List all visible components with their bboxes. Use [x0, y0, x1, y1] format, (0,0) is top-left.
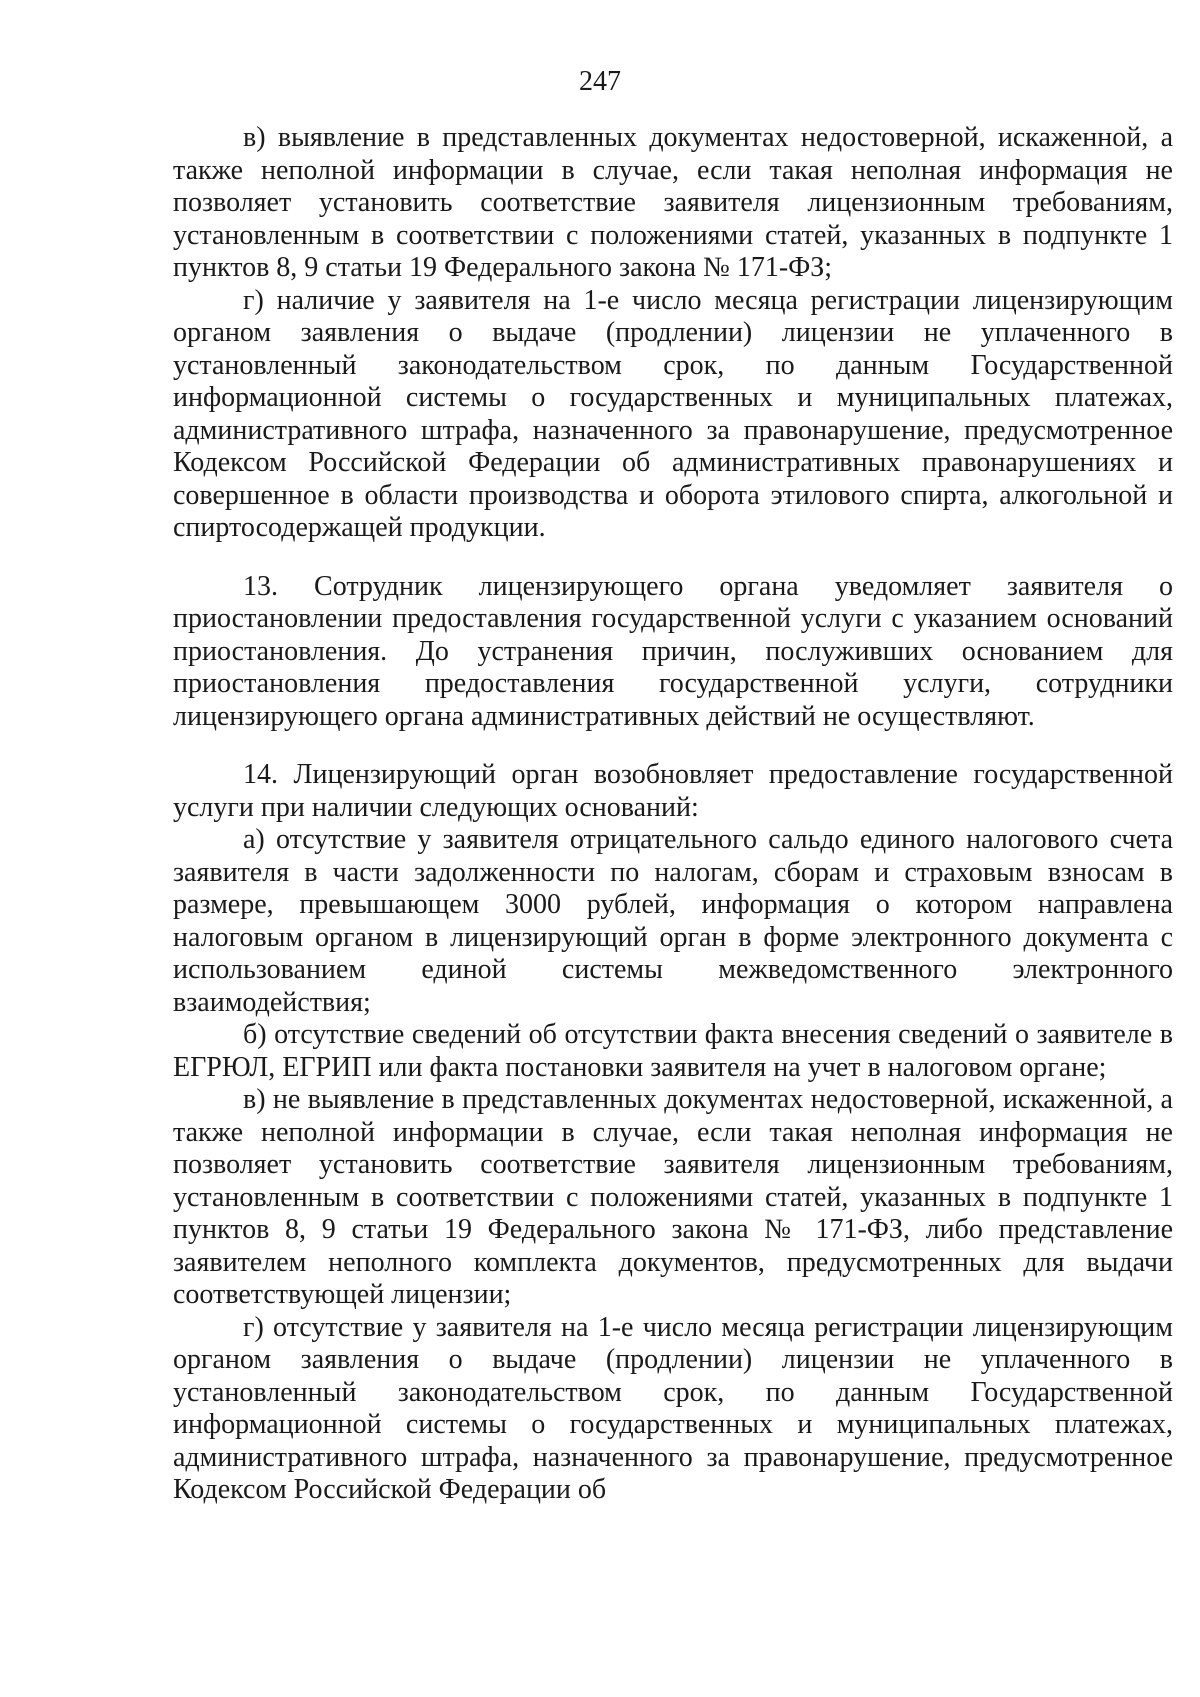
- paragraph-14: 14. Лицензирующий орган возобновляет предоставление государственной услуги при наличии следующих оснований:: [173, 759, 1173, 823]
- paragraph-13: 13. Сотрудник лицензирующего органа уведомляет заявителя о приостановлении предоставления государственной услуги с указанием оснований приостановления. До устранения причин, послуживших основанием для приостановления предоставления государственной услуги, сотрудники лицензирующего органа административных действий не осуществляют.: [173, 570, 1173, 732]
- paragraph-14-item-v: в) не выявление в представленных документах недостоверной, искаженной, а также неполной информации в случае, если такая неполная информация не позволяет установить соответствие заявителя лицензионным требованиям, установленным в соответствии с положениями статей, указанных в подпункте 1 пунктов 8, 9 статьи 19 Федерального закона № 171-ФЗ, либо представление заявителем неполного комплекта документов, предусмотренных для выдачи соответствующей лицензии;: [173, 1084, 1173, 1310]
- page-number: 247: [579, 66, 621, 97]
- document-body: [173, 122, 1173, 1507]
- paragraph-item-g: г) наличие у заявителя на 1-е число месяца регистрации лицензирующим органом заявления о выдаче (продлении) лицензии не уплаченного в установленный законодательством срок, по данным Государственной информационной системы о государственных и муниципальных платежах, административного штрафа, назначенного за правонарушение, предусмотренное Кодексом Российской Федерации об административных правонарушениях и совершенное в области производства и оборота этилового спирта, алкогольной и спиртосодержащей продукции.: [173, 284, 1173, 543]
- paragraph-14-item-a: а) отсутствие у заявителя отрицательного сальдо единого налогового счета заявителя в части задолженности по налогам, сборам и страховым взносам в размере, превышающем 3000 рублей, информация о котором направлена налоговым органом в лицензирующий орган в форме электронного документа с использованием единой системы межведомственного электронного взаимодействия;: [173, 824, 1173, 1018]
- paragraph-14-item-g: г) отсутствие у заявителя на 1-е число месяца регистрации лицензирующим органом заявления о выдаче (продлении) лицензии не уплаченного в установленный законодательством срок, по данным Государственной информационной системы о государственных и муниципальных платежах, административного штрафа, назначенного за правонарушение, предусмотренное Кодексом Российской Федерации об: [173, 1311, 1173, 1505]
- paragraph-item-v: в) выявление в представленных документах недостоверной, искаженной, а также неполной информации в случае, если такая неполная информация не позволяет установить соответствие заявителя лицензионным требованиям, установленным в соответствии с положениями статей, указанных в подпункте 1 пунктов 8, 9 статьи 19 Федерального закона № 171-ФЗ;: [173, 122, 1173, 283]
- paragraph-14-item-b: б) отсутствие сведений об отсутствии факта внесения сведений о заявителе в ЕГРЮЛ, ЕГРИП или факта постановки заявителя на учет в налоговом органе;: [173, 1019, 1173, 1083]
